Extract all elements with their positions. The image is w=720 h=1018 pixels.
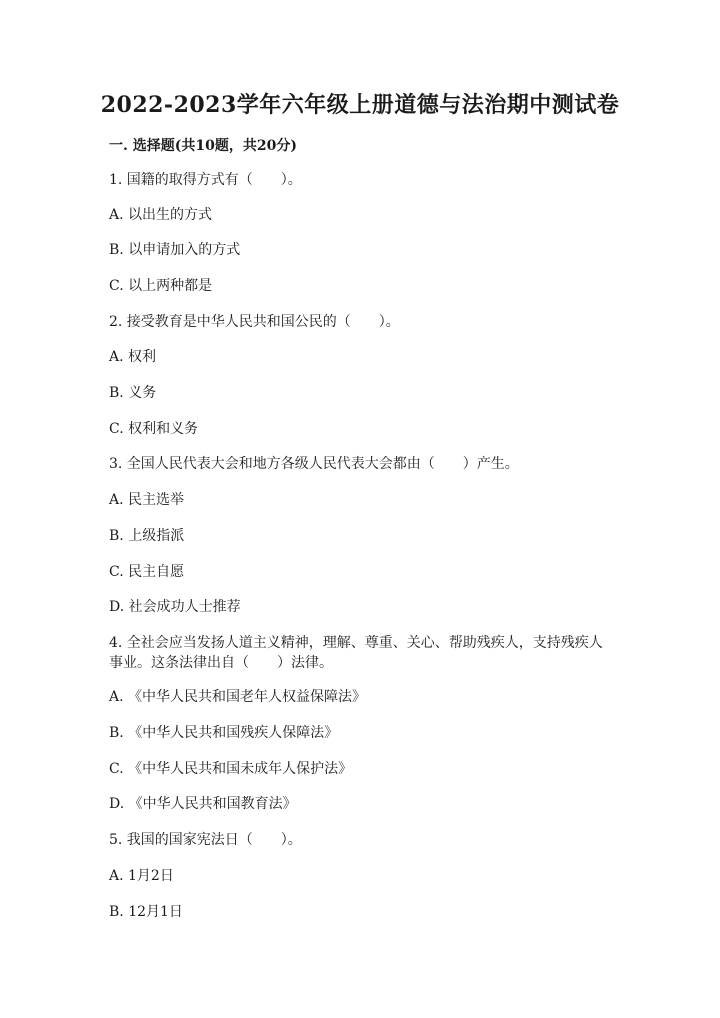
question-3-option-d: D. 社会成功人士推荐 xyxy=(109,599,241,615)
question-1-option-b: B. 以申请加入的方式 xyxy=(109,242,241,258)
question-2-option-b: B. 义务 xyxy=(109,385,157,401)
question-4-option-b: B. 《中华人民共和国残疾人保障法》 xyxy=(109,725,339,741)
question-1-option-a: A. 以出生的方式 xyxy=(109,207,213,223)
question-5: 5. 我国的国家宪法日（ ）。 xyxy=(109,832,302,848)
question-1-option-c: C. 以上两种都是 xyxy=(109,278,213,294)
question-3: 3. 全国人民代表大会和地方各级人民代表大会都由（ ）产生。 xyxy=(109,456,519,472)
question-4-option-c: C. 《中华人民共和国未成年人保护法》 xyxy=(109,761,353,777)
question-5-option-a: A. 1月2日 xyxy=(109,868,174,884)
question-2-option-c: C. 权利和义务 xyxy=(109,421,199,437)
section-heading: 一. 选择题(共10题，共20分) xyxy=(109,138,297,154)
question-4: 4. 全社会应当发扬人道主义精神，理解、尊重、关心、帮助残疾人，支持残疾人事业。这条法律出自（ ）法律。 xyxy=(109,635,603,671)
question-3-option-a: A. 民主选举 xyxy=(109,492,185,508)
question-5-option-b: B. 12月1日 xyxy=(109,904,183,920)
question-3-option-b: B. 上级指派 xyxy=(109,528,185,544)
question-3-option-c: C. 民主自愿 xyxy=(109,564,185,580)
page-title: 2022-2023学年六年级上册道德与法治期中测试卷 xyxy=(100,92,620,118)
question-4-option-d: D. 《中华人民共和国教育法》 xyxy=(109,796,297,812)
question-2: 2. 接受教育是中华人民共和国公民的（ ）。 xyxy=(109,314,400,330)
question-2-option-a: A. 权利 xyxy=(109,349,157,365)
question-1: 1. 国籍的取得方式有（ ）。 xyxy=(109,172,302,188)
question-4-option-a: A. 《中华人民共和国老年人权益保障法》 xyxy=(109,689,367,705)
